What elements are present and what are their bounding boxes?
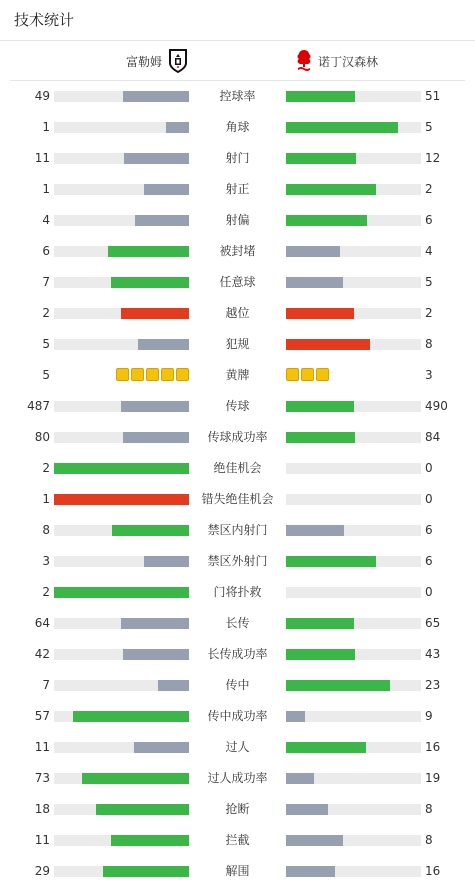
away-bar-fill — [286, 866, 335, 877]
home-bar-track — [54, 525, 189, 536]
stat-row — [0, 329, 475, 360]
away-value: 490 — [425, 399, 448, 413]
home-bar-fill — [82, 773, 189, 784]
home-bar-fill — [134, 742, 189, 753]
home-value: 64 — [34, 616, 50, 630]
home-value: 11 — [34, 151, 50, 165]
away-bar-fill — [286, 804, 328, 815]
home-bar-track — [54, 556, 189, 567]
stat-label: 传球成功率 — [207, 430, 268, 444]
away-value: 2 — [425, 182, 433, 196]
away-bar-track — [286, 525, 421, 536]
away-bar-track — [286, 246, 421, 257]
home-value: 80 — [34, 430, 50, 444]
header-divider — [0, 40, 475, 41]
stat-row — [0, 298, 475, 329]
stat-label: 犯规 — [225, 337, 250, 351]
away-bar-track — [286, 742, 421, 753]
stat-row — [0, 670, 475, 701]
away-value: 23 — [425, 678, 441, 692]
home-bar-fill — [121, 401, 189, 412]
stat-row — [0, 639, 475, 670]
home-bar-fill — [54, 587, 189, 598]
away-value: 5 — [425, 120, 433, 134]
stat-label: 绝佳机会 — [213, 461, 262, 475]
home-team — [126, 46, 188, 76]
home-value: 5 — [42, 337, 50, 351]
away-bar-track — [286, 711, 421, 722]
away-bar-fill — [286, 184, 376, 195]
home-bar-track — [54, 742, 189, 753]
stat-label: 黄牌 — [225, 368, 250, 382]
home-value: 11 — [34, 833, 50, 847]
away-bar-track — [286, 401, 421, 412]
away-value: 4 — [425, 244, 433, 258]
away-bar-track — [286, 184, 421, 195]
stat-row — [0, 236, 475, 267]
away-value: 43 — [425, 647, 441, 661]
away-bar-track — [286, 866, 421, 877]
home-bar-fill — [138, 339, 189, 350]
home-bar-track — [54, 866, 189, 877]
away-bar-fill — [286, 618, 354, 629]
home-bar-track — [54, 215, 189, 226]
away-bar-track — [286, 122, 421, 133]
away-bar-track — [286, 91, 421, 102]
home-bar-fill — [123, 91, 189, 102]
away-bar-fill — [286, 525, 344, 536]
away-bar-fill — [286, 122, 398, 133]
stat-label: 角球 — [225, 120, 250, 134]
stat-label: 传中成功率 — [207, 709, 268, 723]
stat-label: 任意球 — [219, 275, 256, 289]
away-bar-track — [286, 556, 421, 567]
home-bar-track — [54, 711, 189, 722]
away-bar-fill — [286, 680, 390, 691]
home-value: 6 — [42, 244, 50, 258]
away-value: 19 — [425, 771, 441, 785]
away-bar-fill — [286, 246, 340, 257]
stat-row — [0, 81, 475, 112]
stat-row — [0, 422, 475, 453]
home-bar-track — [54, 587, 189, 598]
stat-row — [0, 143, 475, 174]
stat-label: 错失绝佳机会 — [201, 492, 274, 506]
home-value: 5 — [42, 368, 50, 382]
stat-row — [0, 794, 475, 825]
away-bar-track — [286, 153, 421, 164]
home-bar-track — [54, 463, 189, 474]
home-bar-track — [54, 184, 189, 195]
away-bar-track — [286, 835, 421, 846]
away-bar-track — [286, 432, 421, 443]
stat-row — [0, 360, 475, 391]
home-bar-track — [54, 153, 189, 164]
stat-label: 过人 — [225, 740, 250, 754]
stat-label: 解围 — [225, 864, 250, 878]
home-value: 42 — [34, 647, 50, 661]
away-value: 9 — [425, 709, 433, 723]
stat-row — [0, 763, 475, 794]
home-value: 1 — [42, 492, 50, 506]
home-bar-fill — [96, 804, 189, 815]
away-bar-track — [286, 618, 421, 629]
stat-label: 长传成功率 — [207, 647, 268, 661]
away-bar-track — [286, 680, 421, 691]
home-value: 2 — [42, 585, 50, 599]
home-bar-track — [54, 773, 189, 784]
stat-row — [0, 732, 475, 763]
fulham-crest-icon — [168, 48, 188, 74]
home-bar-track — [54, 618, 189, 629]
home-value: 2 — [42, 461, 50, 475]
home-bar-fill — [121, 308, 189, 319]
away-value: 0 — [425, 461, 433, 475]
stat-label: 传球 — [225, 399, 250, 413]
home-bar-fill — [135, 215, 189, 226]
away-bar-fill — [286, 835, 343, 846]
yellow-card-icon — [131, 368, 144, 381]
stat-label: 射门 — [225, 151, 250, 165]
home-bar-track — [54, 680, 189, 691]
stat-label: 抢断 — [225, 802, 250, 816]
home-value: 8 — [42, 523, 50, 537]
stat-label: 门将扑救 — [213, 585, 262, 599]
home-bar-fill — [73, 711, 189, 722]
home-value: 1 — [42, 120, 50, 134]
away-bar-track — [286, 339, 421, 350]
home-bar-track — [54, 494, 189, 505]
away-value: 6 — [425, 554, 433, 568]
home-bar-fill — [166, 122, 189, 133]
away-value: 16 — [425, 740, 441, 754]
home-bar-fill — [111, 277, 189, 288]
away-team — [296, 46, 378, 76]
yellow-card-icon — [301, 368, 314, 381]
home-bar-fill — [54, 494, 189, 505]
home-yellow-cards — [116, 368, 189, 382]
away-bar-fill — [286, 432, 355, 443]
yellow-card-icon — [116, 368, 129, 381]
away-value: 3 — [425, 368, 433, 382]
away-value: 12 — [425, 151, 441, 165]
home-value: 49 — [34, 89, 50, 103]
home-value: 18 — [34, 802, 50, 816]
stat-label: 过人成功率 — [207, 771, 268, 785]
away-value: 0 — [425, 492, 433, 506]
home-bar-track — [54, 246, 189, 257]
home-value: 29 — [34, 864, 50, 878]
away-bar-track — [286, 215, 421, 226]
home-value: 73 — [34, 771, 50, 785]
away-yellow-cards — [286, 368, 329, 382]
home-bar-track — [54, 308, 189, 319]
home-value: 2 — [42, 306, 50, 320]
stat-row — [0, 205, 475, 236]
tree-crest-icon — [296, 49, 312, 73]
stat-row — [0, 577, 475, 608]
home-value: 57 — [34, 709, 50, 723]
home-value: 11 — [34, 740, 50, 754]
stat-label: 被封堵 — [219, 244, 256, 258]
away-bar-track — [286, 463, 421, 474]
away-value: 5 — [425, 275, 433, 289]
away-bar-fill — [286, 742, 366, 753]
away-team-name: 诺丁汉森林 — [318, 54, 379, 69]
stat-row — [0, 825, 475, 856]
away-bar-track — [286, 277, 421, 288]
home-bar-fill — [124, 153, 189, 164]
teams-header — [0, 46, 475, 76]
home-bar-fill — [123, 649, 189, 660]
home-bar-track — [54, 401, 189, 412]
stat-row — [0, 391, 475, 422]
home-bar-track — [54, 649, 189, 660]
stat-label: 禁区内射门 — [207, 523, 268, 537]
stat-row — [0, 608, 475, 639]
away-value: 65 — [425, 616, 441, 630]
away-value: 6 — [425, 523, 433, 537]
away-value: 2 — [425, 306, 433, 320]
yellow-card-icon — [176, 368, 189, 381]
away-bar-fill — [286, 153, 356, 164]
stat-row — [0, 546, 475, 577]
away-bar-fill — [286, 401, 354, 412]
home-bar-fill — [121, 618, 189, 629]
home-bar-fill — [54, 463, 189, 474]
away-bar-track — [286, 804, 421, 815]
away-bar-fill — [286, 556, 376, 567]
away-bar-fill — [286, 91, 355, 102]
stat-row — [0, 174, 475, 205]
home-bar-track — [54, 804, 189, 815]
away-bar-fill — [286, 711, 305, 722]
away-value: 8 — [425, 337, 433, 351]
away-bar-fill — [286, 649, 355, 660]
home-bar-fill — [123, 432, 189, 443]
away-bar-track — [286, 649, 421, 660]
away-bar-track — [286, 308, 421, 319]
home-bar-fill — [111, 835, 189, 846]
yellow-card-icon — [146, 368, 159, 381]
home-value: 1 — [42, 182, 50, 196]
home-bar-fill — [103, 866, 189, 877]
stat-row — [0, 267, 475, 298]
away-bar-fill — [286, 308, 354, 319]
home-bar-track — [54, 122, 189, 133]
away-value: 0 — [425, 585, 433, 599]
home-bar-track — [54, 91, 189, 102]
away-value: 6 — [425, 213, 433, 227]
stat-label: 射正 — [225, 182, 250, 196]
stat-label: 长传 — [225, 616, 250, 630]
away-bar-fill — [286, 773, 314, 784]
home-bar-fill — [144, 184, 189, 195]
away-bar-track — [286, 494, 421, 505]
home-value: 4 — [42, 213, 50, 227]
away-value: 51 — [425, 89, 441, 103]
home-bar-fill — [108, 246, 189, 257]
stat-label: 控球率 — [219, 89, 256, 103]
away-bar-track — [286, 773, 421, 784]
stat-row — [0, 484, 475, 515]
stat-row — [0, 453, 475, 484]
stat-label: 越位 — [225, 306, 250, 320]
home-team-name: 富勒姆 — [125, 54, 162, 69]
stat-label: 传中 — [225, 678, 250, 692]
yellow-card-icon — [286, 368, 299, 381]
away-value: 16 — [425, 864, 441, 878]
home-value: 3 — [42, 554, 50, 568]
yellow-card-icon — [316, 368, 329, 381]
stat-row — [0, 701, 475, 732]
home-bar-fill — [158, 680, 189, 691]
away-bar-fill — [286, 215, 367, 226]
home-bar-track — [54, 835, 189, 846]
stat-label: 拦截 — [225, 833, 250, 847]
home-value: 7 — [42, 275, 50, 289]
stat-row — [0, 856, 475, 887]
stat-label: 禁区外射门 — [207, 554, 268, 568]
home-bar-fill — [112, 525, 189, 536]
away-value: 8 — [425, 802, 433, 816]
away-bar-track — [286, 587, 421, 598]
home-bar-track — [54, 432, 189, 443]
home-bar-fill — [144, 556, 189, 567]
away-value: 84 — [425, 430, 441, 444]
stat-label: 射偏 — [225, 213, 250, 227]
page-title: 技术统计 — [14, 11, 75, 29]
away-bar-fill — [286, 339, 370, 350]
away-bar-fill — [286, 277, 343, 288]
home-value: 7 — [42, 678, 50, 692]
stat-row — [0, 112, 475, 143]
away-value: 8 — [425, 833, 433, 847]
home-bar-track — [54, 339, 189, 350]
home-value: 487 — [27, 399, 50, 413]
yellow-card-icon — [161, 368, 174, 381]
home-bar-track — [54, 277, 189, 288]
stat-row — [0, 515, 475, 546]
